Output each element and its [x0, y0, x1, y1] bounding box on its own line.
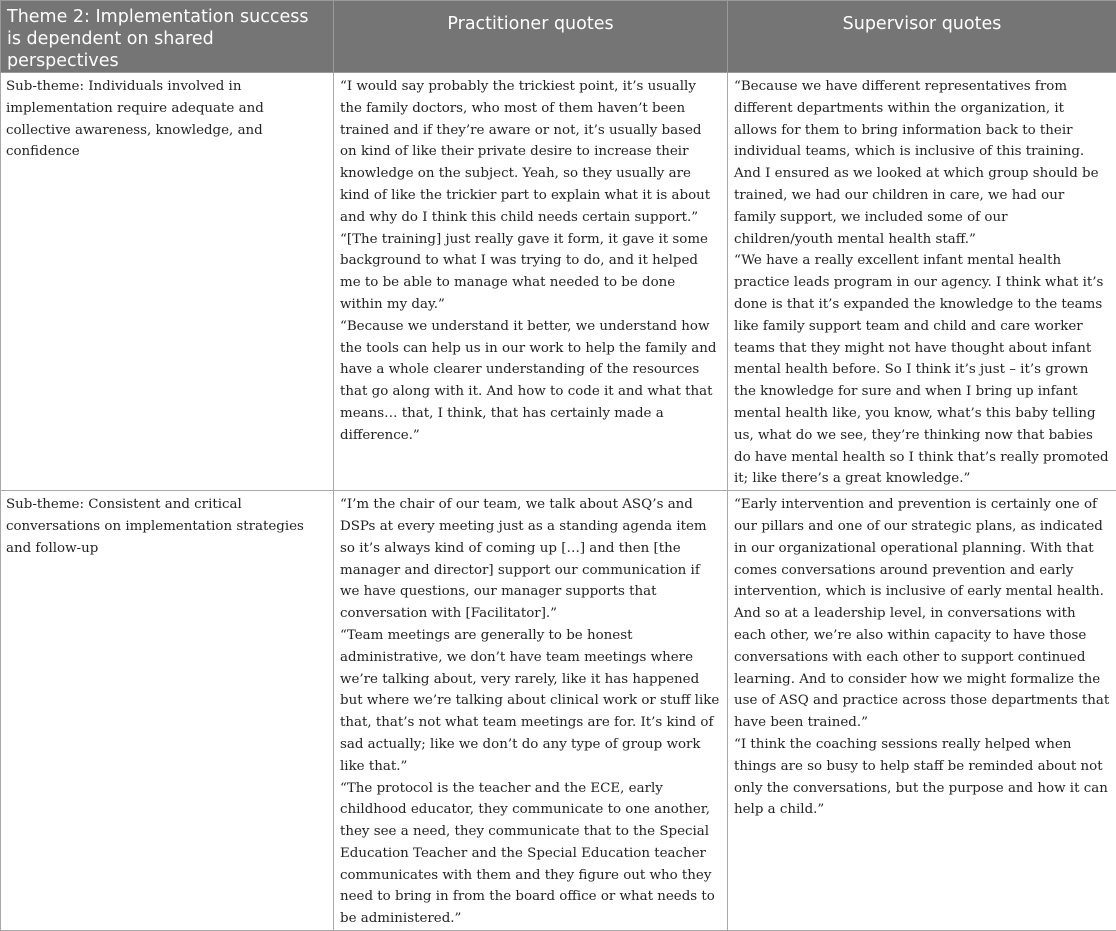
- quote-text: “Early intervention and prevention is certainly one of our pillars and one of our strategic plans, as indicated in our organizational operational planning. With that comes conversations around prevention and early intervention, which is inclusive of early mental health. And so at a leadership level, in conversations with each other, we’re also within capacity to have those conversations with each other to support continued learning. And to consider how we might formalize the use of ASQ and practice across those departments that have been trained.”: [734, 494, 1110, 734]
- quote-text: “The protocol is the teacher and the ECE, early childhood educator, they communicate to one another, they see a need, they communicate that to the Special Education Teacher and the Special Education teacher communicates with them and they figure out who they need to bring in from the board office or what needs to be administered.”: [340, 778, 721, 931]
- quote-text: “We have a really excellent infant mental health practice leads program in our agency. I think what it’s done is that it’s expanded the knowledge to the teams like family support team and child and care worker teams that they might not have thought about infant mental health before. So I think it’s just – it’s grown the knowledge for sure and when I bring up infant mental health like, you know, what’s this baby telling us, what do we see, they’re thinking now that babies do have mental health so I think that’s really promoted it; like there’s a great knowledge.”: [734, 250, 1110, 490]
- table-row: [1, 491, 1116, 931]
- supervisor-quotes-cell: [728, 491, 1116, 931]
- header-row: [1, 1, 1116, 73]
- practitioner-quotes-cell: [334, 73, 728, 491]
- subtheme-cell: Sub-theme: Consistent and critical conversations on implementation strategies and follow-up: [1, 491, 334, 931]
- quote-text: “I think the coaching sessions really helped when things are so busy to help staff be reminded about not only the conversations, but the purpose and how it can help a child.”: [734, 734, 1110, 821]
- quote-text: “Team meetings are generally to be honest administrative, we don’t have team meetings where we’re talking about, very rarely, like it has happened but where we’re talking about clinical work or stuff like that, that’s not what team meetings are for. It’s kind of sad actually; like we don’t do any type of group work like that.”: [340, 625, 721, 778]
- supervisor-header: Supervisor quotes: [728, 1, 1116, 73]
- practitioner-header: Practitioner quotes: [334, 1, 728, 73]
- quote-text: “[The training] just really gave it form, it gave it some background to what I was trying to do, and it helped me to be able to manage what needed to be done within my day.”: [340, 229, 721, 316]
- quote-text: “I would say probably the trickiest point, it’s usually the family doctors, who most of them haven’t been trained and if they’re aware or not, it’s usually based on kind of like their private desire to increase their knowledge on the subject. Yeah, so they usually are kind of like the trickier part to explain what it is about and why do I think this child needs certain support.”: [340, 76, 721, 229]
- supervisor-quotes-cell: [728, 73, 1116, 491]
- quote-text: “I’m the chair of our team, we talk about ASQ’s and DSPs at every meeting just as a standing agenda item so it’s always kind of coming up […] and then [the manager and director] support our communication if we have questions, our manager supports that conversation with [Facilitator].”: [340, 494, 721, 625]
- quote-text: “Because we have different representatives from different departments within the organization, it allows for them to bring information back to their individual teams, which is inclusive of this training. And I ensured as we looked at which group should be trained, we had our children in care, we had our family support, we included some of our children/youth mental health staff.”: [734, 76, 1110, 250]
- practitioner-quotes-cell: [334, 491, 728, 931]
- quote-text: “Because we understand it better, we understand how the tools can help us in our work to help the family and have a whole clearer understanding of the resources that go along with it. And how to code it and what that means… that, I think, that has certainly made a difference.”: [340, 316, 721, 447]
- theme-header: Theme 2: Implementation success is dependent on shared perspectives: [1, 1, 334, 73]
- table-row: [1, 73, 1116, 491]
- subtheme-cell: Sub-theme: Individuals involved in implementation require adequate and collective awareness, knowledge, and confidence: [1, 73, 334, 491]
